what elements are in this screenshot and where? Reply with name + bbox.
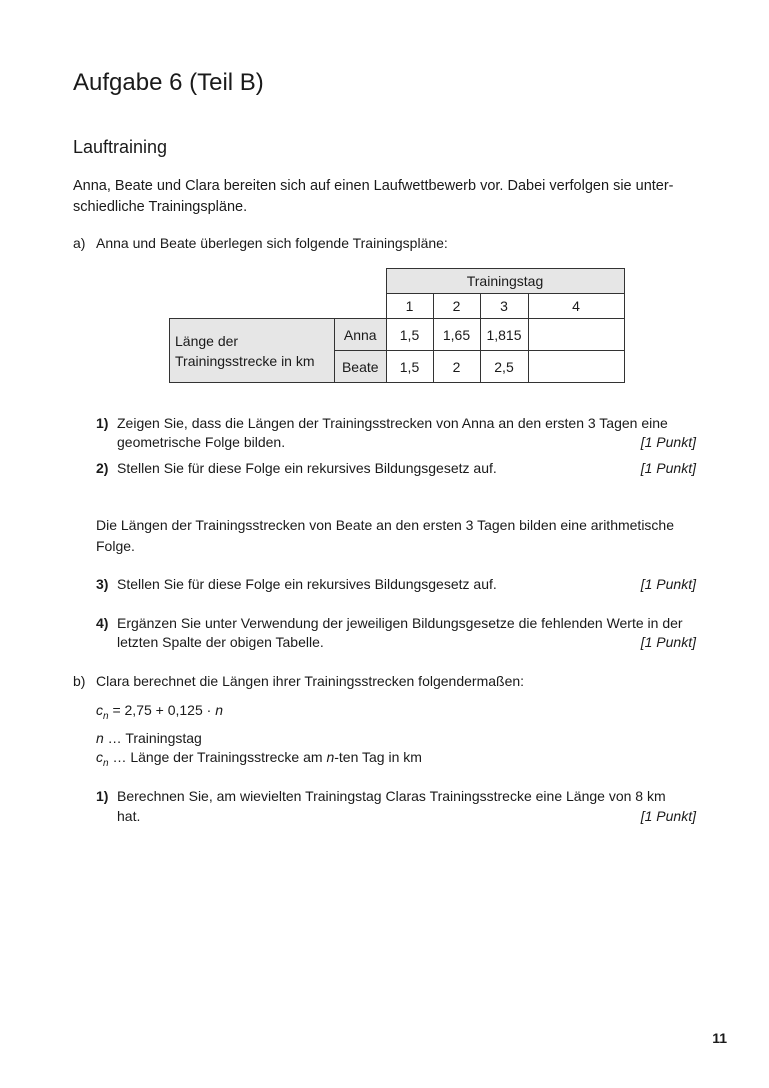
table-day-cell: 3 xyxy=(480,294,528,319)
table-cell: 1,815 xyxy=(480,319,528,351)
table-day-cell: 2 xyxy=(433,294,480,319)
formula: $c_n = 2,75 + 0,125 \cdot n$ xyxy=(96,702,223,722)
part-b-text: Clara berechnet die Längen ihrer Trainingsstrecken folgendermaßen: xyxy=(96,673,525,689)
task-points: [1 Punkt] xyxy=(640,460,696,476)
beate-paragraph: Die Längen der Trainingsstrecken von Beate an den ersten 3 Tagen bilden eine arithmetische xyxy=(96,517,675,533)
page-number: 11 xyxy=(712,1030,727,1046)
task-text: Stellen Sie für diese Folge ein rekursives Bildungsgesetz auf. xyxy=(117,576,497,592)
table-row-label: Länge der Trainingsstrecke in km xyxy=(170,319,335,383)
table-header-trainingstag: Trainingstag xyxy=(386,269,624,294)
task-points: [1 Punkt] xyxy=(640,434,696,450)
task-text: hat. xyxy=(117,808,141,824)
table-cell: 1,5 xyxy=(386,351,433,383)
task-text: Berechnen Sie, am wievielten Trainingstag Claras Trainingsstrecke eine Länge von 8 km xyxy=(117,788,666,804)
legend-n: n … Trainingstag xyxy=(96,730,202,746)
page-title: Aufgabe 6 (Teil B) xyxy=(73,69,264,96)
table-day-cell: 1 xyxy=(386,294,433,319)
task-text: letzten Spalte der obigen Tabelle. xyxy=(117,634,324,650)
section-title: Lauftraining xyxy=(73,137,168,157)
task-number: 4) xyxy=(96,615,109,631)
table-name-beate: Beate xyxy=(335,351,387,383)
part-a-label: a) xyxy=(73,235,86,251)
task-points: [1 Punkt] xyxy=(640,576,696,592)
beate-paragraph: Folge. xyxy=(96,538,135,554)
part-b-label: b) xyxy=(73,673,86,689)
task-points: [1 Punkt] xyxy=(640,808,696,824)
task-number: 1) xyxy=(96,788,109,804)
task-text: Zeigen Sie, dass die Längen der Trainingsstrecken von Anna an den ersten 3 Tagen eine xyxy=(117,415,668,431)
part-a-text: Anna und Beate überlegen sich folgende Trainingspläne: xyxy=(96,235,448,251)
table-name-anna: Anna xyxy=(335,319,387,351)
task-text: Ergänzen Sie unter Verwendung der jeweiligen Bildungsgesetze die fehlenden Werte in der xyxy=(117,615,683,631)
task-number: 3) xyxy=(96,576,109,592)
table-cell: 1,5 xyxy=(386,319,433,351)
table-cell: 1,65 xyxy=(433,319,480,351)
training-table xyxy=(169,268,625,383)
table-cell-empty xyxy=(528,319,624,351)
table-day-cell: 4 xyxy=(528,294,624,319)
table-cell-empty xyxy=(528,351,624,383)
table-cell: 2 xyxy=(433,351,480,383)
legend-c: $c_n$ … Länge der Trainingsstrecke am n-ten Tag in km xyxy=(96,749,422,769)
task-text: geometrische Folge bilden. xyxy=(117,434,286,450)
task-points: [1 Punkt] xyxy=(640,634,696,650)
task-text: Stellen Sie für diese Folge ein rekursives Bildungsgesetz auf. xyxy=(117,460,497,476)
task-number: 1) xyxy=(96,415,109,431)
intro-paragraph: Anna, Beate und Clara bereiten sich auf einen Laufwettbewerb vor. Dabei verfolgen sie unter-schiedliche Trainingspläne. xyxy=(73,178,674,215)
task-number: 2) xyxy=(96,460,109,476)
table-cell: 2,5 xyxy=(480,351,528,383)
